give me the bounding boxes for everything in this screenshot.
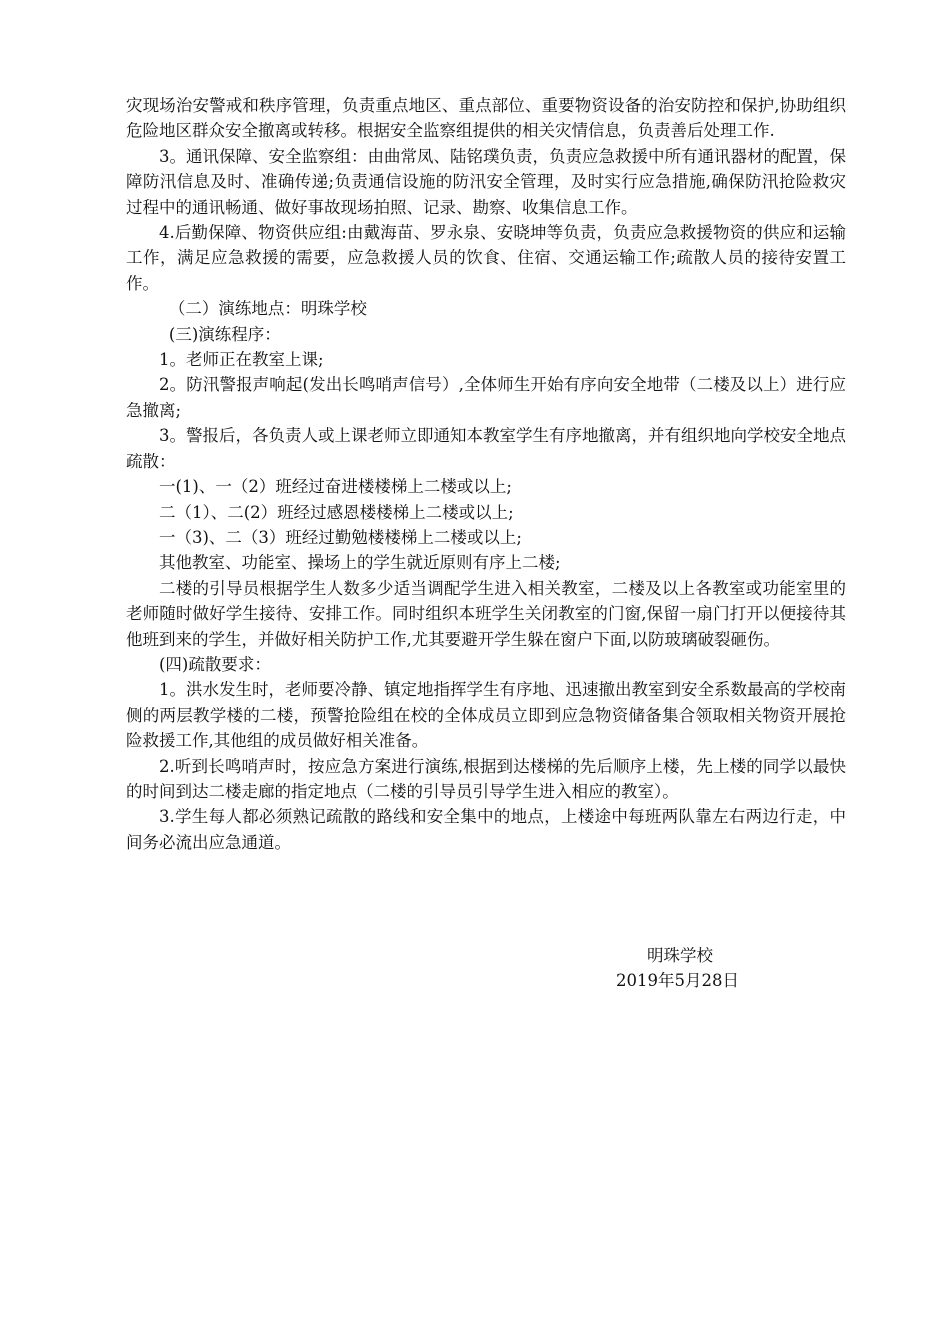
requirement-1: 1。洪水发生时，老师要冷静、镇定地指挥学生有序地、迅速撤出教室到安全系数最高的学校南侧的两层教学楼的二楼，预警抢险组在校的全体成员立即到应急物资储备集合领取相关物资开展抢险救援工作,其他组的成员做好相关准备。 (126, 680, 846, 751)
signature-date: 2019年5月28日 (616, 971, 739, 991)
procedure-step-3: 3。警报后，各负责人或上课老师立即通知本教室学生有序地撤离，并有组织地向学校安全地点疏散： (126, 426, 846, 471)
evacuation-route-grade1: 一(1)、一（2）班经过奋进楼楼梯上二楼或以上; (159, 477, 512, 497)
signature-block (126, 943, 846, 994)
paragraph-security-duties: 灾现场治安警戒和秩序管理，负责重点地区、重点部位、重要物资设备的治安防控和保护,协助组织危险地区群众安全撤离或转移。根据安全监察组提供的相关灾情信息，负责善后处理工作. (126, 96, 846, 141)
evacuation-route-others: 其他教室、功能室、操场上的学生就近原则有序上二楼; (159, 553, 561, 573)
procedure-step-1: 1。老师正在教室上课; (159, 350, 324, 370)
paragraph-second-floor-guides: 二楼的引导员根据学生人数多少适当调配学生进入相关教室，二楼及以上各教室或功能室里的老师随时做好学生接待、安排工作。同时组织本班学生关闭教室的门窗,保留一扇门打开以便接待其他班到来的学生，并做好相关防护工作,尤其要避开学生躲在窗户下面,以防玻璃破裂砸伤。 (126, 578, 846, 649)
section-heading-drill-procedure: (三)演练程序： (168, 324, 281, 344)
procedure-step-2: 2。防汛警报声响起(发出长鸣哨声信号）,全体师生开始有序向安全地带（二楼及以上）进行应急撤离; (126, 375, 846, 420)
paragraph-logistics-group: 4.后勤保障、物资供应组:由戴海苗、罗永泉、安晓坤等负责，负责应急救援物资的供应和运输工作，满足应急救援的需要，应急救援人员的饮食、住宿、交通运输工作;疏散人员的接待安置工作。 (126, 223, 846, 293)
section-heading-drill-location: （二）演练地点：明珠学校 (168, 299, 367, 319)
requirement-3: 3.学生每人都必须熟记疏散的路线和安全集中的地点，上楼途中每班两队靠左右两边行走，中间务必流出应急通道。 (126, 807, 846, 852)
signature-org: 明珠学校 (647, 946, 713, 965)
section-heading-evacuation-requirements: (四)疏散要求： (159, 654, 271, 674)
paragraph-communications-group: 3。通讯保障、安全监察组：由曲常凤、陆铭璞负责，负责应急救援中所有通讯器材的配置，保障防汛信息及时、准确传递;负责通信设施的防汛安全管理，及时实行应急措施,确保防汛抢险救灾过程中的通讯畅通、做好事故现场拍照、记录、勘察、收集信息工作。 (126, 146, 846, 217)
evacuation-route-class3: 一（3)、二（3）班经过勤勉楼楼梯上二楼或以上; (159, 527, 522, 547)
evacuation-route-grade2: 二（1）、二(2）班经过感恩楼楼梯上二楼或以上; (159, 502, 514, 522)
document-body (126, 93, 846, 855)
requirement-2: 2.听到长鸣哨声时，按应急方案进行演练,根据到达楼梯的先后顺序上楼，先上楼的同学以最快的时间到达二楼走廊的指定地点（二楼的引导员引导学生进入相应的教室）。 (126, 756, 846, 801)
